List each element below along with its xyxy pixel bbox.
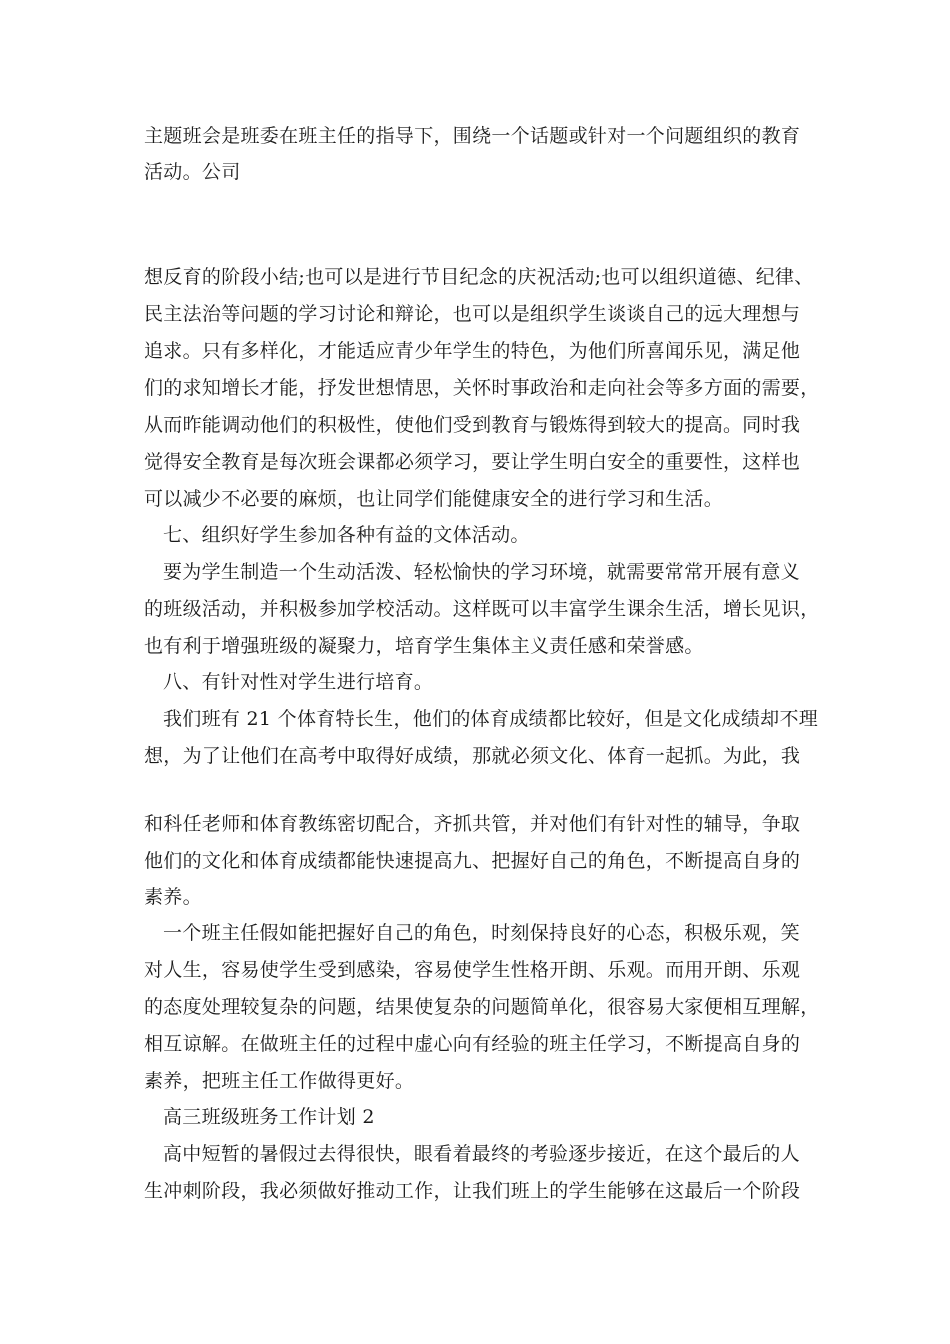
text-line-12: 的班级活动，并积极参加学校活动。这样既可以丰富学生课余生活，增长见识， [144, 598, 820, 620]
text-line-2: 活动。公司 [144, 161, 241, 183]
text-line-7: 从而昨能调动他们的积极性，使他们受到教育与锻炼得到较大的提高。同时我 [144, 414, 801, 436]
text-line-20: 一个班主任假如能把握好自己的角色，时刻保持良好的心态，积极乐观，笑 [163, 922, 800, 944]
text-line-16: 想，为了让他们在高考中取得好成绩，那就必须文化、体育一起抓。为此，我 [144, 745, 801, 767]
text-line-13: 也有利于增强班级的凝聚力，培育学生集体主义责任感和荣誉感。 [144, 635, 704, 657]
text-line-17: 和科任老师和体育教练密切配合，齐抓共管，并对他们有针对性的辅导，争取 [144, 813, 801, 835]
text-line-9: 可以减少不必要的麻烦，也让同学们能健康安全的进行学习和生活。 [144, 488, 724, 510]
text-line-11: 要为学生制造一个生动活泼、轻松愉快的学习环境，就需要常常开展有意义 [163, 561, 800, 583]
text-line-4: 民主法治等问题的学习讨论和辩论，也可以是组织学生谈谈自己的远大理想与 [144, 303, 801, 325]
text-line-1: 主题班会是班委在班主任的指导下，围绕一个话题或针对一个问题组织的教育 [144, 125, 801, 147]
text-line-19: 素养。 [144, 886, 202, 908]
text-line-23: 相互谅解。在做班主任的过程中虚心向有经验的班主任学习，不断提高自身的 [144, 1033, 801, 1055]
section-heading-8: 八、有针对性对学生进行培育。 [163, 671, 434, 693]
text-line-18: 他们的文化和体育成绩都能快速提高九、把握好自己的角色，不断提高自身的 [144, 850, 801, 872]
text-line-24: 素养，把班主任工作做得更好。 [144, 1070, 415, 1092]
text-line-6: 们的求知增长才能，抒发世想情思，关怀时事政治和走向社会等多方面的需要， [144, 377, 820, 399]
text-line-27: 生冲刺阶段，我必须做好推动工作，让我们班上的学生能够在这最后一个阶段 [144, 1180, 801, 1202]
text-line-15: 我们班有 21 个体育特长生，他们的体育成绩都比较好，但是文化成绩却不理 [163, 708, 819, 730]
text-line-8: 觉得安全教育是每次班会课都必须学习，要让学生明白安全的重要性，这样也 [144, 451, 801, 473]
text-line-26: 高中短暂的暑假过去得很快，眼看着最终的考验逐步接近，在这个最后的人 [163, 1143, 800, 1165]
plan-title-2: 高三班级班务工作计划 2 [163, 1106, 375, 1128]
text-line-5: 追求。只有多样化，才能适应青少年学生的特色，为他们所喜闻乐见，满足他 [144, 340, 801, 362]
text-line-3: 想反育的阶段小结;也可以是进行节目纪念的庆祝活动;也可以组织道德、纪律、 [144, 266, 814, 288]
section-heading-7: 七、组织好学生参加各种有益的文体活动。 [163, 524, 530, 546]
text-line-21: 对人生，容易使学生受到感染，容易使学生性格开朗、乐观。而用开朗、乐观 [144, 959, 801, 981]
text-line-22: 的态度处理较复杂的问题，结果使复杂的问题简单化，很容易大家便相互理解， [144, 996, 820, 1018]
